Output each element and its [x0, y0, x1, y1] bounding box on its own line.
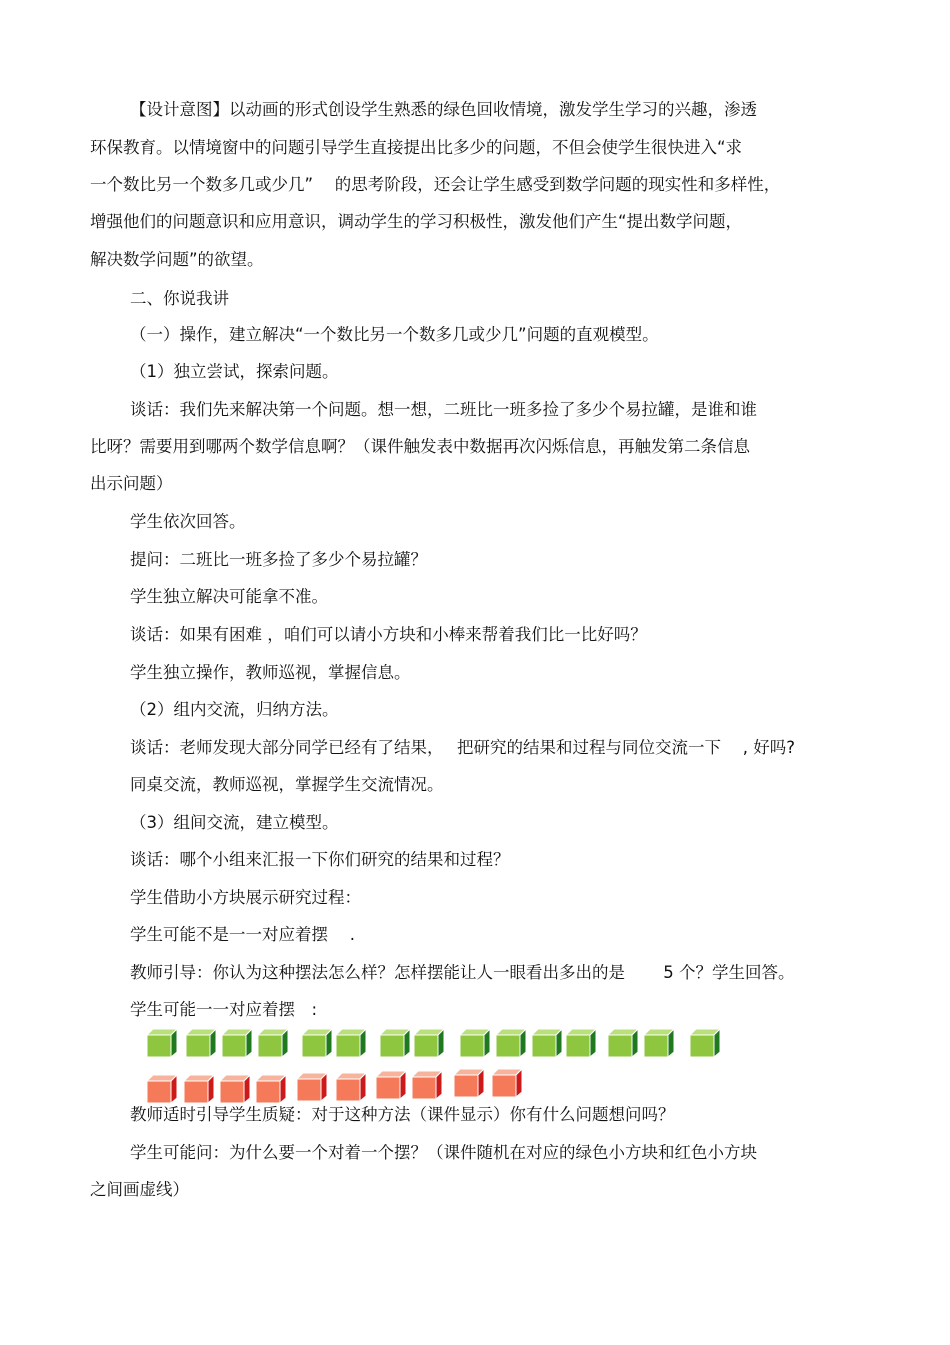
- text-line: 谈话：我们先来解决第一个问题。想一想，二班比一班多捡了多少个易拉罐，是谁和谁: [130, 400, 757, 419]
- text-line: 学生独立操作，教师巡视，掌握信息。: [130, 663, 411, 682]
- red-cube: [410, 1070, 444, 1100]
- text-line: 谈话：如果有困难 ，咱们可以请小方块和小棒来帮着我们比一比好吗？: [130, 625, 647, 644]
- red-cube: [295, 1072, 329, 1102]
- red-cube: [182, 1074, 216, 1104]
- text-line: 解决数学问题”的欲望。: [90, 250, 264, 269]
- text-line: 一个数比另一个数多几或少几” 的思考阶段，还会让学生感受到数学问题的现实性和多样性，: [90, 175, 781, 194]
- green-cube: [145, 1028, 179, 1058]
- text-line: 学生可能问：为什么要一个对着一个摆？（课件随机在对应的绿色小方块和红色小方块: [130, 1143, 757, 1162]
- text-line: （2）组内交流，归纳方法。: [130, 700, 339, 719]
- text-line: 教师引导：你认为这种摆法怎么样？怎样摆能让人一眼看出多出的是 5 个？学生回答。: [130, 963, 795, 982]
- text-line: （1）独立尝试，探索问题。: [130, 362, 339, 381]
- text-line: （3）组间交流，建立模型。: [130, 813, 339, 832]
- red-cube: [452, 1068, 486, 1098]
- green-cube: [334, 1028, 368, 1058]
- green-cube: [642, 1028, 676, 1058]
- text-line: 学生借助小方块展示研究过程：: [130, 888, 361, 907]
- green-cube: [458, 1028, 492, 1058]
- text-line: 增强他们的问题意识和应用意识，调动学生的学习积极性，激发他们产生“提出数学问题，: [90, 212, 743, 231]
- text-line: （一）操作，建立解决“一个数比另一个数多几或少几”问题的直观模型。: [130, 325, 659, 344]
- text-line: 比呀？需要用到哪两个数学信息啊？（课件触发表中数据再次闪烁信息，再触发第二条信息: [90, 437, 750, 456]
- text-line: 学生可能一一对应着摆 :: [130, 1000, 318, 1019]
- green-cube: [688, 1028, 722, 1058]
- text-line: 【设计意图】以动画的形式创设学生熟悉的绿色回收情境，激发学生学习的兴趣，渗透: [130, 100, 757, 119]
- text-line: 之间画虚线）: [90, 1180, 189, 1199]
- green-cube: [220, 1028, 254, 1058]
- text-line: 环保教育。以情境窗中的问题引导学生直接提出比多少的问题，不但会使学生很快进入“求: [90, 138, 743, 157]
- red-cube: [145, 1074, 179, 1104]
- green-cube: [564, 1028, 598, 1058]
- text-line: 学生可能不是一一对应着摆 .: [130, 925, 355, 944]
- green-cube: [606, 1028, 640, 1058]
- red-cube: [490, 1068, 524, 1098]
- text-line: 出示问题）: [90, 474, 173, 493]
- text-line: 提问：二班比一班多捡了多少个易拉罐？: [130, 550, 427, 569]
- green-cube: [184, 1028, 218, 1058]
- green-cube: [256, 1028, 290, 1058]
- green-cube: [412, 1028, 446, 1058]
- text-line: 谈话：老师发现大部分同学已经有了结果， 把研究的结果和过程与同位交流一下 , 好吗?: [130, 738, 795, 757]
- red-cube: [374, 1070, 408, 1100]
- text-line: 学生依次回答。: [130, 512, 246, 531]
- text-line: 谈话：哪个小组来汇报一下你们研究的结果和过程？: [130, 850, 510, 869]
- green-cube: [378, 1028, 412, 1058]
- text-line: 教师适时引导学生质疑：对于这种方法（课件显示）你有什么问题想问吗？: [130, 1105, 675, 1124]
- green-cube: [530, 1028, 564, 1058]
- text-line: 二、你说我讲: [130, 289, 229, 308]
- red-cube: [218, 1074, 252, 1104]
- red-cube: [254, 1074, 288, 1104]
- red-cube: [334, 1072, 368, 1102]
- text-line: 同桌交流，教师巡视，掌握学生交流情况。: [130, 775, 444, 794]
- green-cube: [494, 1028, 528, 1058]
- green-cube: [300, 1028, 334, 1058]
- text-line: 学生独立解决可能拿不准。: [130, 587, 328, 606]
